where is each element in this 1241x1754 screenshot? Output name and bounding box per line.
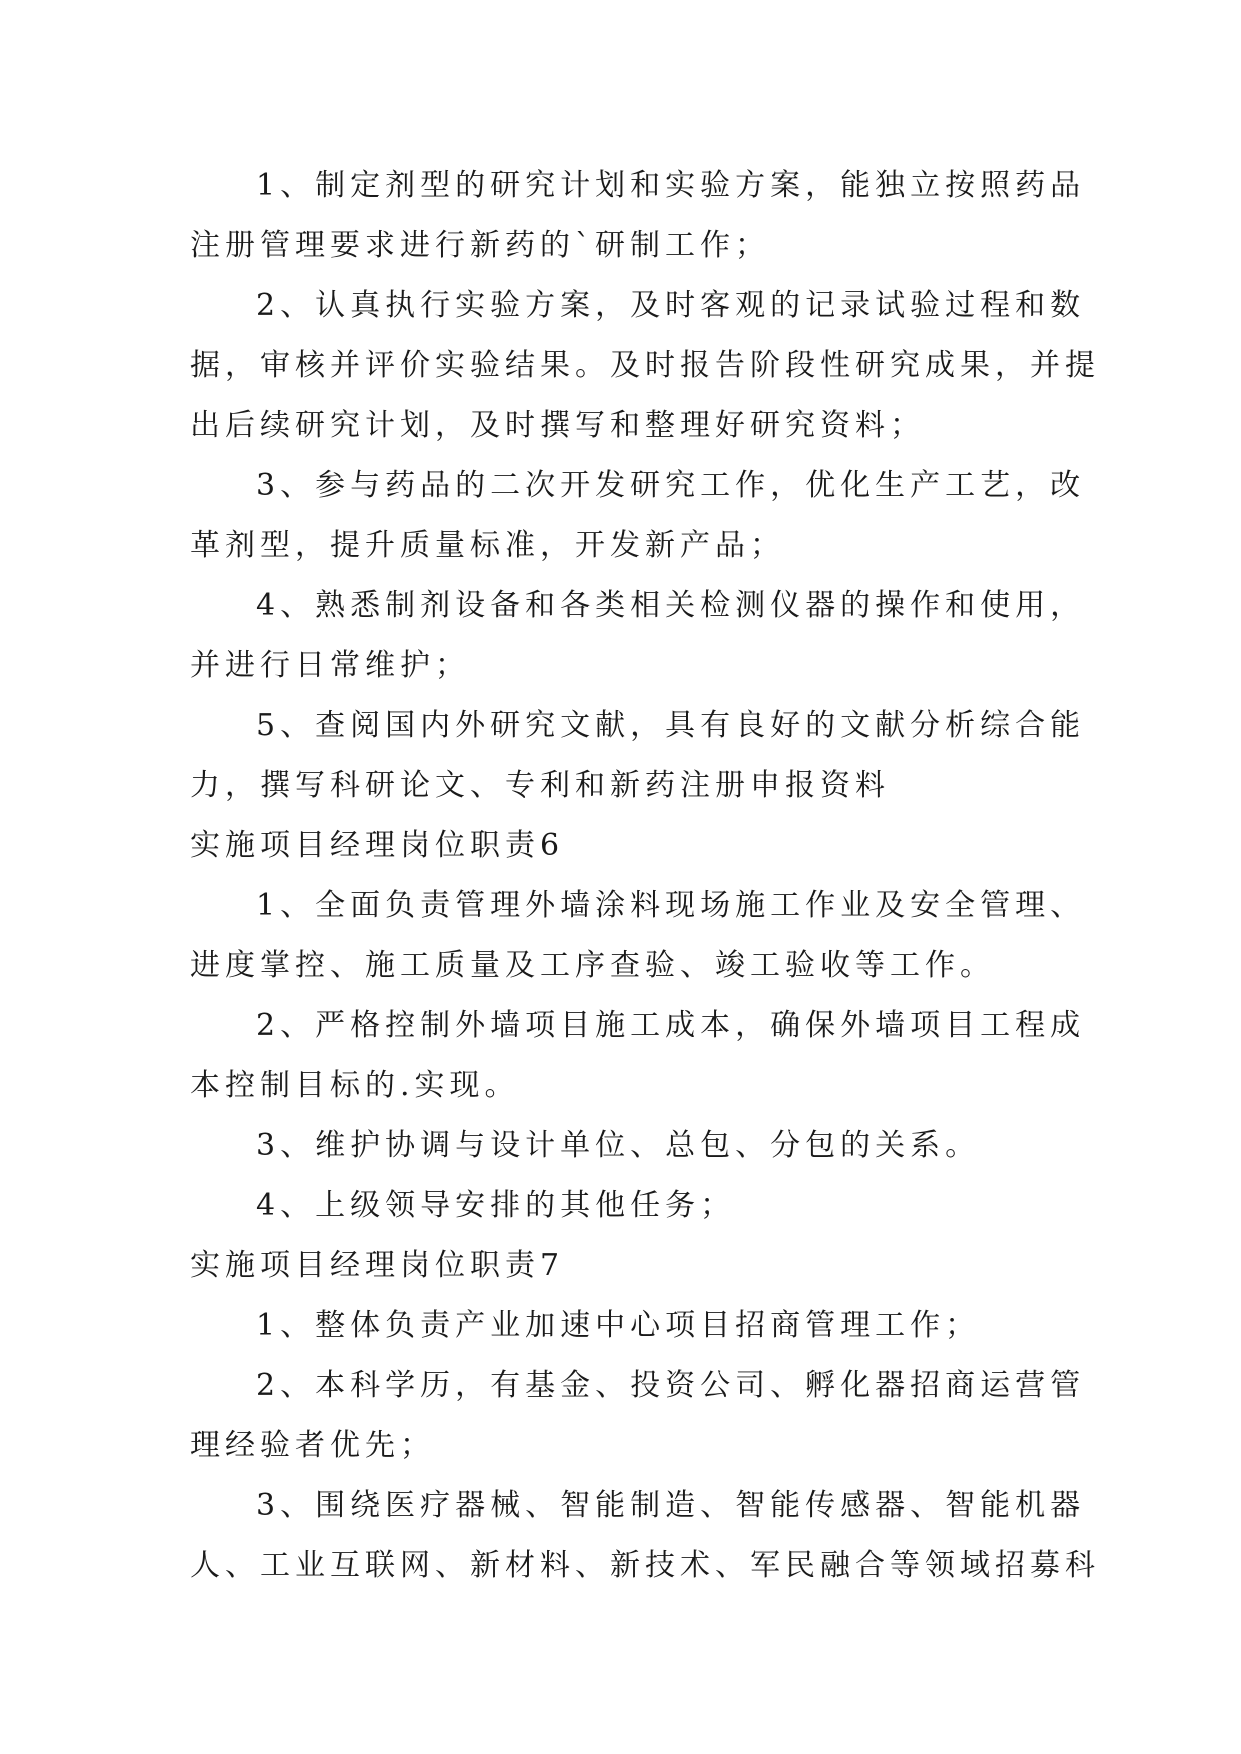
list-item-text-line: 1、全面负责管理外墙涂料现场施工作业及安全管理、 xyxy=(256,888,1086,923)
list-item-text-line: 4、上级领导安排的其他任务； xyxy=(256,1188,736,1223)
list-item-text-line: 1、整体负责产业加速中心项目招商管理工作； xyxy=(256,1308,981,1343)
list-item-text-line: 据，审核并评价实验结果。及时报告阶段性研究成果，并提 xyxy=(190,348,1100,383)
list-item-text-line: 2、认真执行实验方案，及时客观的记录试验过程和数 xyxy=(256,288,1086,323)
list-item-text-line: 本控制目标的.实现。 xyxy=(190,1068,520,1103)
list-item-text-line: 5、查阅国内外研究文献，具有良好的文献分析综合能 xyxy=(256,708,1086,743)
section-heading: 实施项目经理岗位职责7 xyxy=(190,1248,565,1283)
list-item-text-line: 革剂型，提升质量标准，开发新产品； xyxy=(190,528,785,563)
list-item-text-line: 并进行日常维护； xyxy=(190,648,470,683)
section-heading: 实施项目经理岗位职责6 xyxy=(190,828,565,863)
list-item-text-line: 力，撰写科研论文、专利和新药注册申报资料 xyxy=(190,768,890,803)
list-item-text-line: 进度掌控、施工质量及工序查验、竣工验收等工作。 xyxy=(190,948,995,983)
list-item-text-line: 人、工业互联网、新材料、新技术、军民融合等领域招募科 xyxy=(190,1548,1100,1583)
list-item-text-line: 出后续研究计划，及时撰写和整理好研究资料； xyxy=(190,408,925,443)
list-item-text-line: 3、围绕医疗器械、智能制造、智能传感器、智能机器 xyxy=(256,1488,1086,1523)
list-item-text-line: 2、严格控制外墙项目施工成本，确保外墙项目工程成 xyxy=(256,1008,1086,1043)
list-item-text-line: 理经验者优先； xyxy=(190,1428,435,1463)
document-body xyxy=(190,156,1100,1593)
list-item-text-line: 3、维护协调与设计单位、总包、分包的关系。 xyxy=(256,1128,981,1163)
list-item-text-line: 2、本科学历，有基金、投资公司、孵化器招商运营管 xyxy=(256,1368,1086,1403)
list-item-text-line: 注册管理要求进行新药的`研制工作； xyxy=(190,228,770,263)
list-item-text-line: 3、参与药品的二次开发研究工作，优化生产工艺，改 xyxy=(256,468,1086,503)
list-item-text-line: 4、熟悉制剂设备和各类相关检测仪器的操作和使用， xyxy=(256,588,1086,623)
list-item-text-line: 1、制定剂型的研究计划和实验方案，能独立按照药品 xyxy=(256,168,1086,203)
